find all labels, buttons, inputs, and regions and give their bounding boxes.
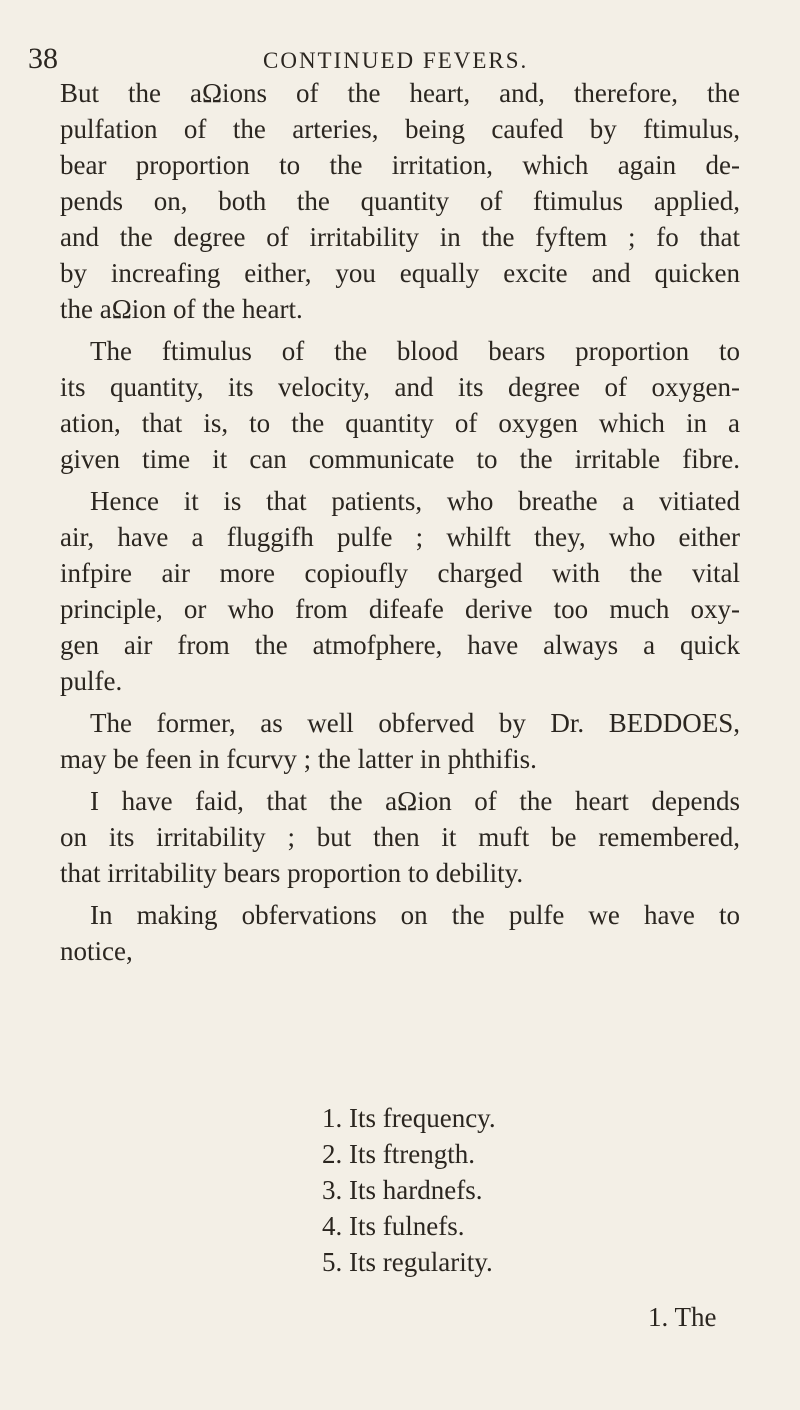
- text-line: notice,: [60, 936, 133, 966]
- text-line: But the aΩions of the heart, and, therefore, the: [60, 78, 740, 108]
- running-head: CONTINUED FEVERS.: [263, 48, 529, 73]
- text-line: I have faid, that the aΩion of the heart depends: [90, 786, 740, 816]
- catchword: 1. The: [648, 1302, 717, 1332]
- text-line: Hence it is that patients, who breathe a vitiated: [90, 486, 740, 516]
- text-line: pends on, both the quantity of ftimulus applied,: [60, 186, 740, 216]
- text-line: that irritability bears proportion to debility.: [60, 858, 524, 888]
- text-line: pulfation of the arteries, being caufed by ftimulus,: [60, 114, 740, 144]
- text-line: In making obfervations on the pulfe we have to: [90, 900, 740, 930]
- text-line: The former, as well obferved by Dr. BEDDOES,: [90, 708, 740, 738]
- list-item: 5. Its regularity.: [322, 1247, 493, 1277]
- text-line: principle, or who from difeafe derive too much oxy-: [60, 594, 740, 624]
- list-item: 3. Its hardnefs.: [322, 1175, 483, 1205]
- text-line: infpire air more copioufly charged with the vital: [60, 558, 740, 588]
- page-number: 38: [28, 42, 58, 75]
- list-item: 1. Its frequency.: [322, 1103, 496, 1133]
- text-line: the aΩion of the heart.: [60, 294, 303, 324]
- text-line: bear proportion to the irritation, which again de-: [60, 150, 740, 180]
- list-item: 2. Its ftrength.: [322, 1139, 475, 1169]
- text-line: gen air from the atmofphere, have always a quick: [60, 630, 740, 660]
- text-line: its quantity, its velocity, and its degree of oxygen-: [60, 372, 740, 402]
- text-line: and the degree of irritability in the fyftem ; fo that: [60, 222, 740, 252]
- text-line: given time it can communicate to the irritable fibre.: [60, 444, 740, 474]
- text-line: pulfe.: [60, 666, 123, 696]
- text-line: may be feen in fcurvy ; the latter in phthifis.: [60, 744, 537, 774]
- text-line: on its irritability ; but then it muft be remembered,: [60, 822, 740, 852]
- text-line: The ftimulus of the blood bears proportion to: [90, 336, 740, 366]
- text-line: ation, that is, to the quantity of oxygen which in a: [60, 408, 740, 438]
- text-line: by increafing either, you equally excite and quicken: [60, 258, 740, 288]
- text-line: air, have a fluggifh pulfe ; whilft they, who either: [60, 522, 740, 552]
- page-header: [28, 38, 768, 78]
- list-item: 4. Its fulnefs.: [322, 1211, 465, 1241]
